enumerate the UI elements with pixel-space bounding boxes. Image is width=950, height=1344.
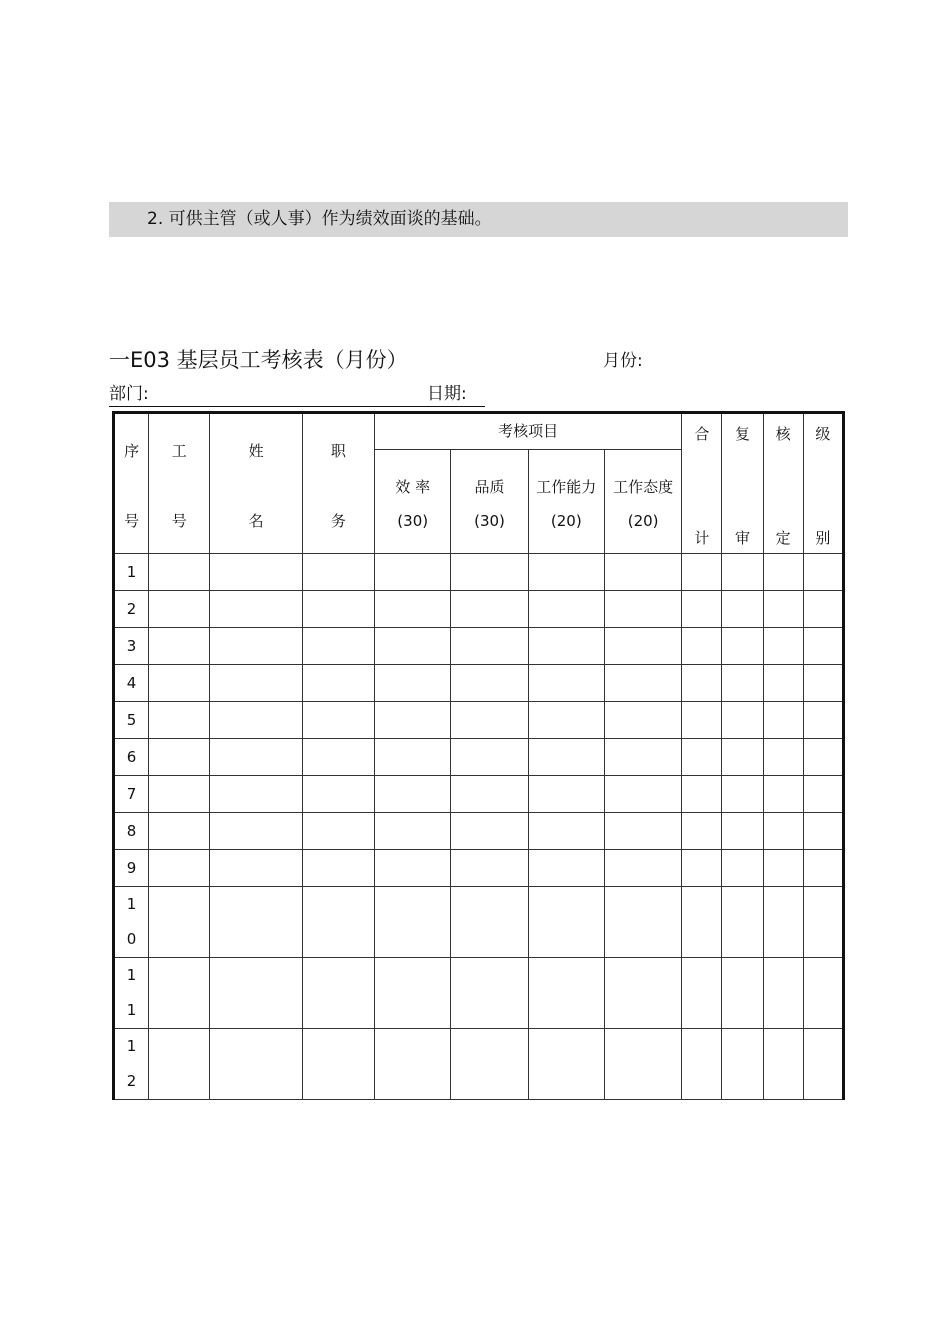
row-number: 2 — [114, 591, 149, 628]
grade-cell[interactable] — [803, 554, 843, 591]
work-attitude-cell[interactable] — [604, 813, 681, 850]
table-row — [114, 887, 844, 958]
total-cell[interactable] — [682, 739, 722, 776]
employee-id-cell[interactable] — [149, 628, 210, 665]
grade-cell[interactable] — [803, 591, 843, 628]
name-cell[interactable] — [210, 813, 302, 850]
position-cell[interactable] — [302, 702, 374, 739]
header-assessment-items: 考核项目 — [375, 413, 682, 450]
table-row — [114, 665, 844, 702]
approve-cell[interactable] — [763, 813, 803, 850]
quality-cell[interactable] — [451, 665, 528, 702]
form-title: 一E03 基层员工考核表（月份） — [109, 348, 408, 372]
employee-id-cell[interactable] — [149, 887, 210, 958]
work-attitude-cell[interactable] — [604, 887, 681, 958]
grade-cell[interactable] — [803, 702, 843, 739]
review-cell[interactable] — [722, 739, 763, 776]
work-attitude-cell[interactable] — [604, 702, 681, 739]
review-cell[interactable] — [722, 776, 763, 813]
header-name: 姓 名 — [210, 413, 302, 554]
position-cell[interactable] — [302, 628, 374, 665]
position-cell[interactable] — [302, 665, 374, 702]
grade-cell[interactable] — [803, 739, 843, 776]
efficiency-cell[interactable] — [375, 628, 451, 665]
approve-cell[interactable] — [763, 850, 803, 887]
review-cell[interactable] — [722, 887, 763, 958]
table-row — [114, 776, 844, 813]
efficiency-cell[interactable] — [375, 739, 451, 776]
table-row — [114, 850, 844, 887]
date-label: 日期: — [427, 384, 467, 404]
total-cell[interactable] — [682, 887, 722, 958]
review-cell[interactable] — [722, 1029, 763, 1100]
name-cell[interactable] — [210, 739, 302, 776]
table-row — [114, 628, 844, 665]
total-cell[interactable] — [682, 702, 722, 739]
quality-cell[interactable] — [451, 628, 528, 665]
position-cell[interactable] — [302, 1029, 374, 1100]
work-ability-cell[interactable] — [528, 813, 604, 850]
name-cell[interactable] — [210, 702, 302, 739]
work-attitude-cell[interactable] — [604, 665, 681, 702]
quality-cell[interactable] — [451, 887, 528, 958]
table-row — [114, 554, 844, 591]
grade-cell[interactable] — [803, 776, 843, 813]
table-row — [114, 702, 844, 739]
grade-cell[interactable] — [803, 665, 843, 702]
work-attitude-cell[interactable] — [604, 1029, 681, 1100]
row-number: 1 — [114, 554, 149, 591]
name-cell[interactable] — [210, 665, 302, 702]
work-ability-cell[interactable] — [528, 554, 604, 591]
efficiency-cell[interactable] — [375, 1029, 451, 1100]
work-attitude-cell[interactable] — [604, 554, 681, 591]
total-cell[interactable] — [682, 776, 722, 813]
row-number: 1 0 — [114, 887, 149, 958]
review-cell[interactable] — [722, 628, 763, 665]
name-cell[interactable] — [210, 776, 302, 813]
row-number: 8 — [114, 813, 149, 850]
header-seq: 序 号 — [114, 413, 149, 554]
row-number: 6 — [114, 739, 149, 776]
total-cell[interactable] — [682, 554, 722, 591]
header-approve: 核 定 — [763, 413, 803, 554]
grade-cell[interactable] — [803, 958, 843, 1029]
quality-cell[interactable] — [451, 776, 528, 813]
quality-cell[interactable] — [451, 1029, 528, 1100]
work-ability-cell[interactable] — [528, 1029, 604, 1100]
efficiency-cell[interactable] — [375, 887, 451, 958]
total-cell[interactable] — [682, 850, 722, 887]
work-ability-cell[interactable] — [528, 665, 604, 702]
department-date-line — [109, 381, 485, 407]
review-cell[interactable] — [722, 591, 763, 628]
approve-cell[interactable] — [763, 702, 803, 739]
quality-cell[interactable] — [451, 739, 528, 776]
total-cell[interactable] — [682, 628, 722, 665]
grade-cell[interactable] — [803, 887, 843, 958]
position-cell[interactable] — [302, 739, 374, 776]
efficiency-cell[interactable] — [375, 850, 451, 887]
work-ability-cell[interactable] — [528, 776, 604, 813]
name-cell[interactable] — [210, 1029, 302, 1100]
efficiency-cell[interactable] — [375, 591, 451, 628]
efficiency-cell[interactable] — [375, 554, 451, 591]
approve-cell[interactable] — [763, 554, 803, 591]
header-position: 职 务 — [302, 413, 374, 554]
work-ability-cell[interactable] — [528, 591, 604, 628]
grade-cell[interactable] — [803, 813, 843, 850]
table-body — [114, 554, 844, 1100]
review-cell[interactable] — [722, 813, 763, 850]
work-attitude-cell[interactable] — [604, 850, 681, 887]
name-cell[interactable] — [210, 850, 302, 887]
header-efficiency: 效 率 (30) — [375, 450, 451, 554]
row-number: 4 — [114, 665, 149, 702]
review-cell[interactable] — [722, 850, 763, 887]
quality-cell[interactable] — [451, 958, 528, 1029]
header-quality: 品质 (30) — [451, 450, 528, 554]
review-cell[interactable] — [722, 702, 763, 739]
row-number: 7 — [114, 776, 149, 813]
employee-id-cell[interactable] — [149, 702, 210, 739]
row-number: 1 1 — [114, 958, 149, 1029]
review-cell[interactable] — [722, 958, 763, 1029]
approve-cell[interactable] — [763, 665, 803, 702]
work-ability-cell[interactable] — [528, 739, 604, 776]
total-cell[interactable] — [682, 591, 722, 628]
efficiency-cell[interactable] — [375, 813, 451, 850]
approve-cell[interactable] — [763, 739, 803, 776]
position-cell[interactable] — [302, 850, 374, 887]
name-cell[interactable] — [210, 591, 302, 628]
table-row — [114, 958, 844, 1029]
header-total: 合 计 — [682, 413, 722, 554]
table-row — [114, 813, 844, 850]
approve-cell[interactable] — [763, 776, 803, 813]
work-attitude-cell[interactable] — [604, 958, 681, 1029]
employee-id-cell[interactable] — [149, 1029, 210, 1100]
header-work-ability: 工作能力 (20) — [528, 450, 604, 554]
employee-id-cell[interactable] — [149, 813, 210, 850]
work-ability-cell[interactable] — [528, 850, 604, 887]
row-number: 5 — [114, 702, 149, 739]
work-ability-cell[interactable] — [528, 958, 604, 1029]
table-row — [114, 739, 844, 776]
position-cell[interactable] — [302, 958, 374, 1029]
grade-cell[interactable] — [803, 850, 843, 887]
quality-cell[interactable] — [451, 591, 528, 628]
position-cell[interactable] — [302, 776, 374, 813]
position-cell[interactable] — [302, 813, 374, 850]
header-work-attitude: 工作态度 (20) — [604, 450, 681, 554]
employee-id-cell[interactable] — [149, 665, 210, 702]
name-cell[interactable] — [210, 628, 302, 665]
table-row — [114, 591, 844, 628]
name-cell[interactable] — [210, 887, 302, 958]
grade-cell[interactable] — [803, 628, 843, 665]
name-cell[interactable] — [210, 958, 302, 1029]
work-attitude-cell[interactable] — [604, 739, 681, 776]
month-label: 月份: — [603, 351, 643, 371]
grade-cell[interactable] — [803, 1029, 843, 1100]
quality-cell[interactable] — [451, 850, 528, 887]
employee-id-cell[interactable] — [149, 554, 210, 591]
appraisal-table — [112, 411, 845, 1100]
efficiency-cell[interactable] — [375, 665, 451, 702]
total-cell[interactable] — [682, 813, 722, 850]
work-ability-cell[interactable] — [528, 887, 604, 958]
employee-id-cell[interactable] — [149, 850, 210, 887]
efficiency-cell[interactable] — [375, 958, 451, 1029]
quality-cell[interactable] — [451, 554, 528, 591]
quality-cell[interactable] — [451, 702, 528, 739]
position-cell[interactable] — [302, 887, 374, 958]
approve-cell[interactable] — [763, 958, 803, 1029]
department-label: 部门: — [109, 384, 149, 404]
review-cell[interactable] — [722, 554, 763, 591]
efficiency-cell[interactable] — [375, 702, 451, 739]
employee-id-cell[interactable] — [149, 958, 210, 1029]
employee-id-cell[interactable] — [149, 739, 210, 776]
work-ability-cell[interactable] — [528, 702, 604, 739]
header-employee-id: 工 号 — [149, 413, 210, 554]
approve-cell[interactable] — [763, 887, 803, 958]
header-grade: 级 别 — [803, 413, 843, 554]
row-number: 9 — [114, 850, 149, 887]
work-attitude-cell[interactable] — [604, 591, 681, 628]
position-cell[interactable] — [302, 591, 374, 628]
employee-id-cell[interactable] — [149, 776, 210, 813]
header-review: 复 审 — [722, 413, 763, 554]
note-text: 2. 可供主管（或人事）作为绩效面谈的基础。 — [109, 202, 848, 237]
work-ability-cell[interactable] — [528, 628, 604, 665]
total-cell[interactable] — [682, 958, 722, 1029]
work-attitude-cell[interactable] — [604, 776, 681, 813]
position-cell[interactable] — [302, 554, 374, 591]
quality-cell[interactable] — [451, 813, 528, 850]
row-number: 1 2 — [114, 1029, 149, 1100]
row-number: 3 — [114, 628, 149, 665]
review-cell[interactable] — [722, 665, 763, 702]
total-cell[interactable] — [682, 665, 722, 702]
total-cell[interactable] — [682, 1029, 722, 1100]
efficiency-cell[interactable] — [375, 776, 451, 813]
work-attitude-cell[interactable] — [604, 628, 681, 665]
approve-cell[interactable] — [763, 1029, 803, 1100]
table-row — [114, 1029, 844, 1100]
employee-id-cell[interactable] — [149, 591, 210, 628]
approve-cell[interactable] — [763, 628, 803, 665]
approve-cell[interactable] — [763, 591, 803, 628]
name-cell[interactable] — [210, 554, 302, 591]
